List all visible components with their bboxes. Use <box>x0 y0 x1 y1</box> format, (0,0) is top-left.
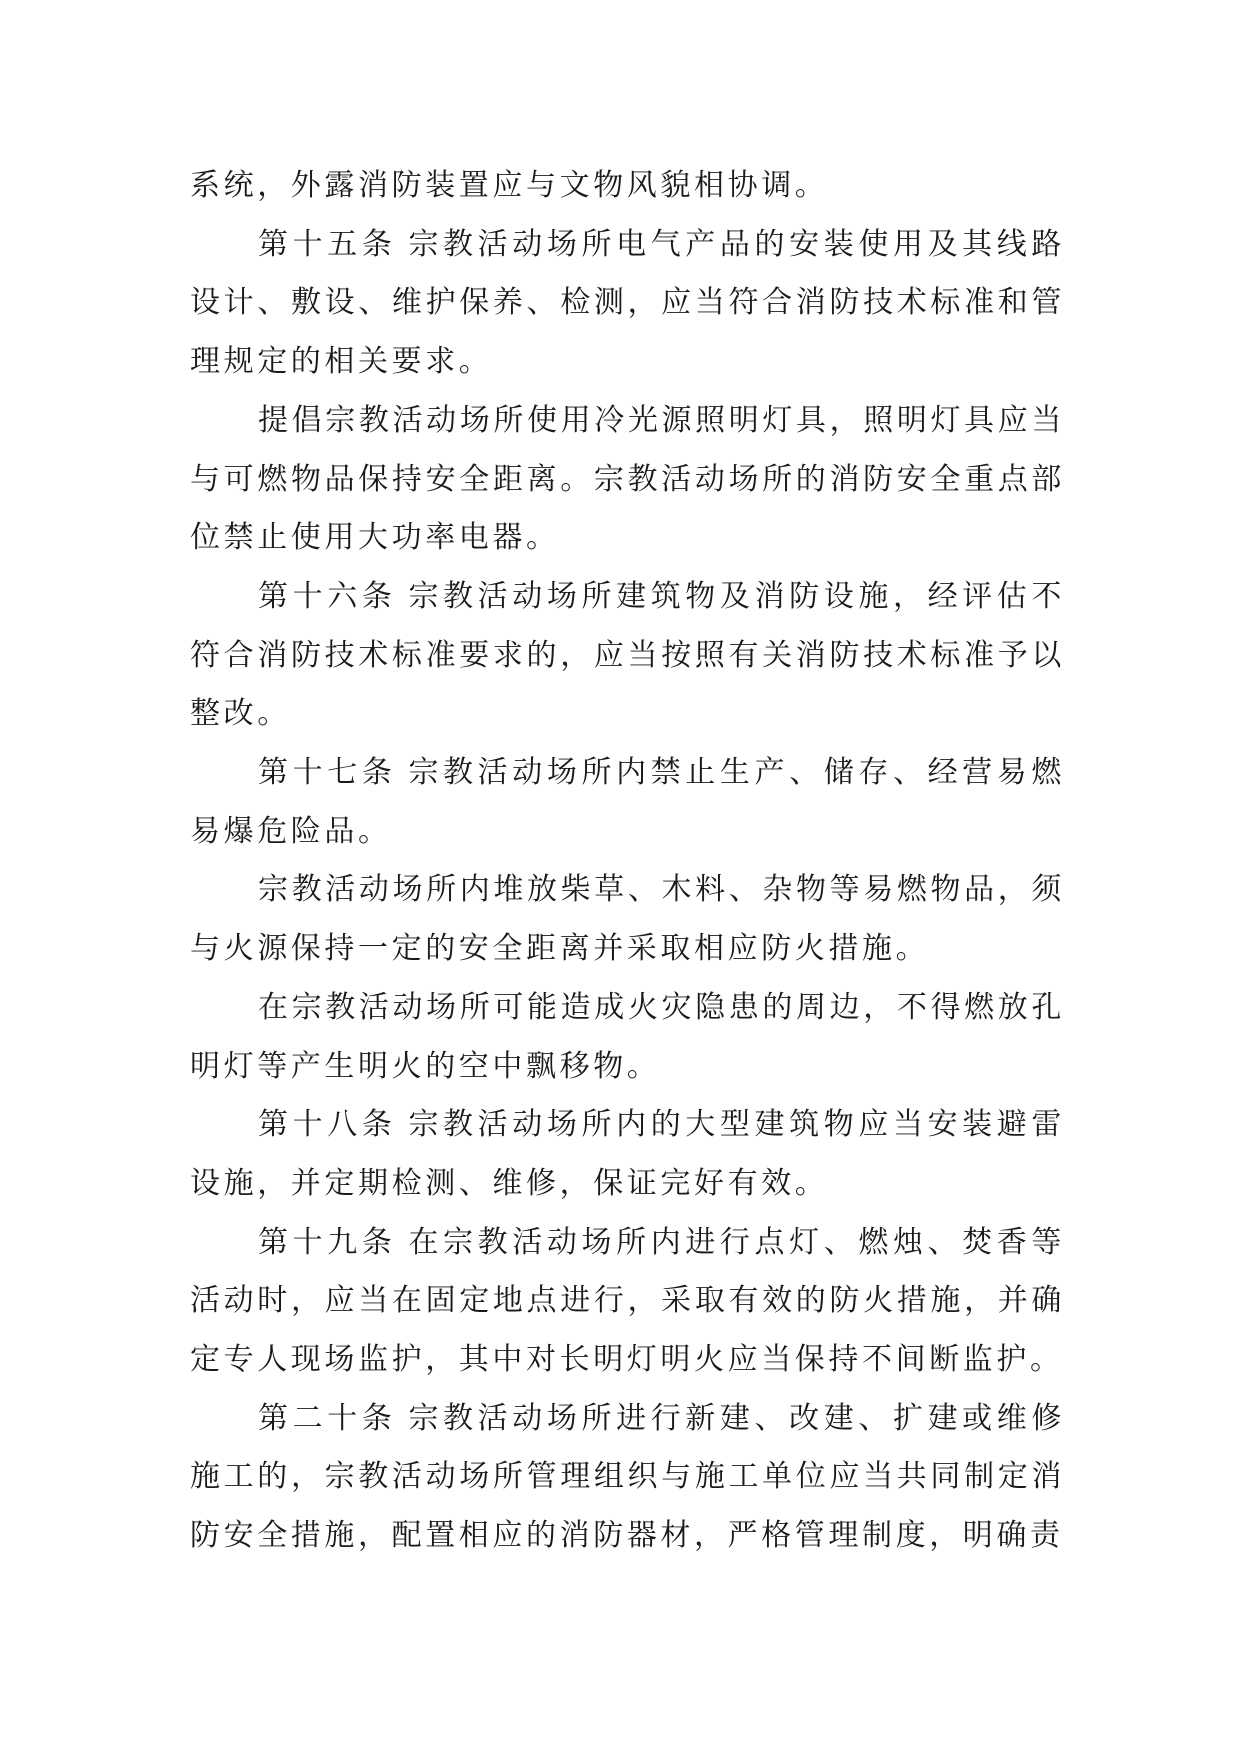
paragraph-text: 宗教活动场所内禁止生产、储存、经营易燃易爆危险品。 <box>190 755 1065 849</box>
paragraph <box>190 392 1065 568</box>
article-19 <box>190 1214 1065 1390</box>
article-number: 第十五条 <box>258 226 397 262</box>
paragraph-text: 提倡宗教活动场所使用冷光源照明灯具，照明灯具应当与可燃物品保持安全距离。宗教活动场所的消防安全重点部位禁止使用大功率电器。 <box>190 402 1065 556</box>
paragraph <box>190 861 1065 978</box>
paragraph-text: 在宗教活动场所可能造成火灾隐患的周边，不得燃放孔明灯等产生明火的空中飘移物。 <box>190 989 1065 1084</box>
article-number: 第二十条 <box>258 1400 397 1436</box>
paragraph-text: 系统，外露消防装置应与文物风貌相协调。 <box>190 168 829 203</box>
article-number: 第十七条 <box>258 755 397 791</box>
article-number: 第十九条 <box>258 1224 397 1260</box>
body-text <box>190 157 1065 1566</box>
paragraph <box>190 157 1065 216</box>
paragraph-text: 宗教活动场所进行新建、改建、扩建或维修施工的，宗教活动场所管理组织与施工单位应当共同制定消防安全措施，配置相应的消防器材，严格管理制度，明确责 <box>190 1400 1065 1554</box>
paragraph-text: 宗教活动场所建筑物及消防设施，经评估不符合消防技术标准要求的，应当按照有关消防技术标准予以整改。 <box>190 578 1065 732</box>
article-number: 第十八条 <box>258 1107 397 1143</box>
paragraph-text: 宗教活动场所电气产品的安装使用及其线路设计、敷设、维护保养、检测，应当符合消防技术标准和管理规定的相关要求。 <box>190 226 1065 380</box>
paragraph-text: 在宗教活动场所内进行点灯、燃烛、焚香等活动时，应当在固定地点进行，采取有效的防火措施，并确定专人现场监护，其中对长明灯明火应当保持不间断监护。 <box>190 1224 1065 1378</box>
paragraph-text: 宗教活动场所内的大型建筑物应当安装避雷设施，并定期检测、维修，保证完好有效。 <box>190 1107 1065 1201</box>
article-15 <box>190 216 1065 392</box>
article-20 <box>190 1390 1065 1566</box>
article-17 <box>190 744 1065 861</box>
article-18 <box>190 1096 1065 1213</box>
paragraph <box>190 979 1065 1096</box>
paragraph-text: 宗教活动场所内堆放柴草、木料、杂物等易燃物品，须与火源保持一定的安全距离并采取相应防火措施。 <box>190 872 1065 967</box>
article-number: 第十六条 <box>258 578 397 614</box>
article-16 <box>190 568 1065 744</box>
